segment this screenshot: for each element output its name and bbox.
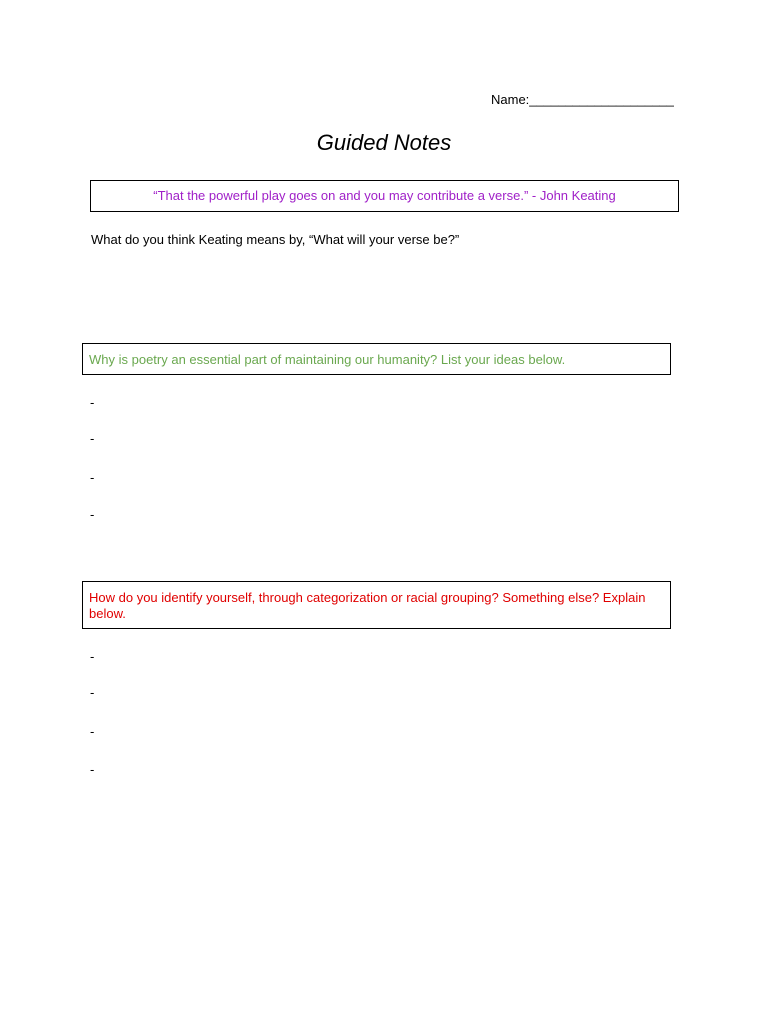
identity-question-text: How do you identify yourself, through categorization or racial grouping? Something else? Explain below.	[89, 590, 646, 621]
quote-text: “That the powerful play goes on and you may contribute a verse.” - John Keating	[153, 188, 616, 203]
identity-bullet-3: -	[90, 724, 95, 739]
poetry-bullet-1: -	[90, 395, 95, 410]
poetry-bullet-2: -	[90, 431, 95, 446]
identity-bullet-4: -	[90, 762, 95, 777]
poetry-bullet-4: -	[90, 507, 95, 522]
name-field-label: Name:____________________	[491, 92, 674, 107]
poetry-question-text: Why is poetry an essential part of maintaining our humanity? List your ideas below.	[89, 352, 566, 367]
identity-question-box	[82, 581, 671, 629]
question-verse: What do you think Keating means by, “What will your verse be?”	[91, 232, 460, 247]
page-title: Guided Notes	[316, 130, 452, 155]
quote-box	[90, 180, 679, 212]
identity-bullet-2: -	[90, 685, 95, 700]
poetry-question-box	[82, 343, 671, 375]
poetry-bullet-3: -	[90, 470, 95, 485]
identity-bullet-1: -	[90, 649, 95, 664]
